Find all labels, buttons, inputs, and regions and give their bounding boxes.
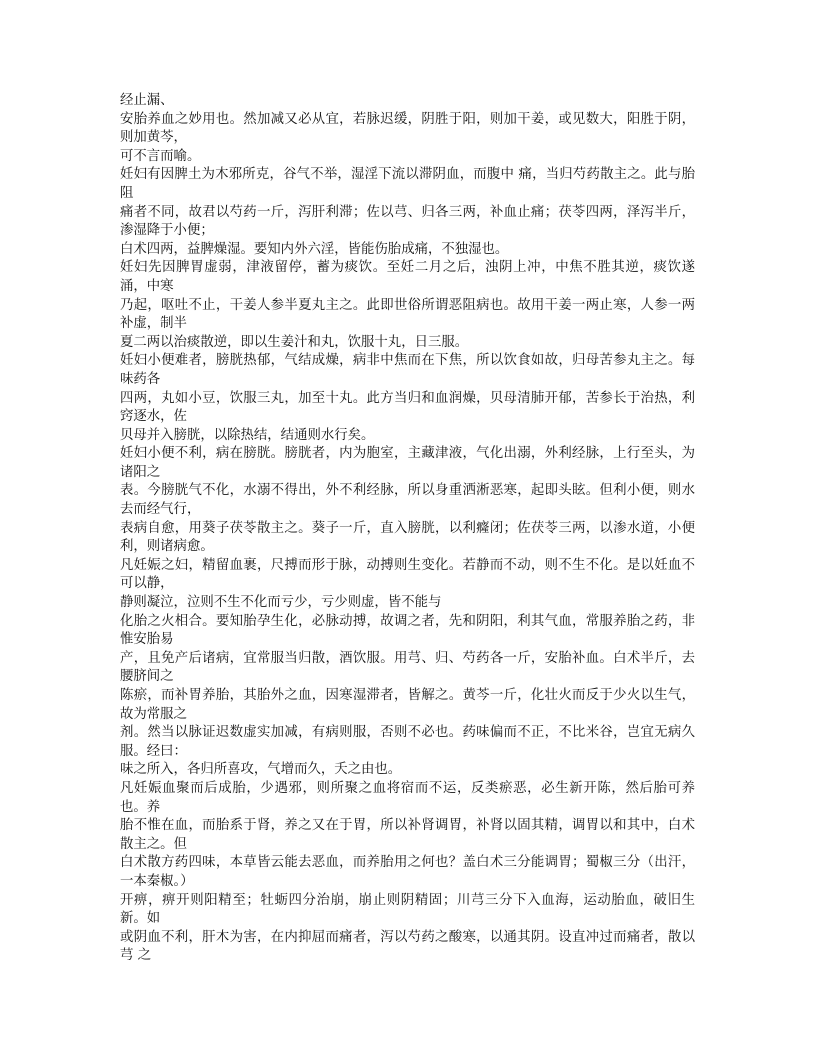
text-line: 表病自愈，用葵子茯苓散主之。葵子一斤，直入膀胱，以利癃闭；佐茯苓三两，以渗水道，小便利，则诸病愈。	[120, 520, 695, 555]
text-line: 凡妊娠血聚而后成胎，少遇邪，则所聚之血将宿而不运，反类瘀恶，必生新开陈，然后胎可养也。养	[120, 780, 695, 815]
text-line: 剂。然当以脉证迟数虚实加减，有病则服，否则不必也。药味偏而不正，不比米谷，岂宜无病久服。经曰：	[120, 725, 695, 759]
text-line: 妊妇先因脾胃虚弱，津液留停，蓄为痰饮。至妊二月之后，浊阴上冲，中焦不胜其逆，痰饮遂涌，中寒	[120, 260, 695, 294]
document-page	[120, 92, 695, 966]
text-line: 四两，丸如小豆，饮服三丸，加至十丸。此方当归和血润燥，贝母清肺开郁，苦参长于治热，利窍逐水，佐	[120, 390, 695, 425]
text-line: 白术散方药四味，本草皆云能去恶血，而养胎用之何也？盖白术三分能调胃；蜀椒三分（出汗，一本秦椒。）	[120, 855, 695, 889]
text-line: 白术四两，益脾燥湿。要知内外六淫，皆能伤胎成痛，不独湿也。	[120, 241, 509, 257]
text-line: 化胎之火相合。要知胎孕生化，必脉动搏，故调之者，先和阴阳，利其气血，常服养胎之药，非惟安胎易	[120, 613, 695, 648]
text-line: 贝母并入膀胱，以除热结，结通则水行矣。	[120, 427, 375, 443]
text-line: 痛者不同，故君以芍药一斤，泻肝利滞；佐以芎、归各三两，补血止痛；茯苓四两，泽泻半斤，渗湿降于小便；	[120, 204, 695, 239]
text-line: 产，且免产后诸病，宜常服当归散，酒饮服。用芎、归、芍药各一斤，安胎补血。白术半斤，去腰脐间之	[120, 650, 695, 685]
text-line: 胎不惟在血，而胎系于肾，养之又在于胃，所以补肾调胃，补肾以固其精，调胃以和其中，白术散主之。但	[120, 818, 695, 852]
text-line: 可不言而喻。	[120, 148, 201, 164]
text-line: 妊妇小便难者，膀胱热郁，气结成燥，病非中焦而在下焦，所以饮食如故，归母苦参丸主之。每味药各	[120, 353, 695, 387]
text-line: 静则凝泣，泣则不生不化而亏少，亏少则虚，皆不能与	[120, 595, 442, 611]
text-line: 安胎养血之妙用也。然加减又必从宜，若脉迟缓，阴胜于阳，则加干姜，或见数大，阳胜于阴，则加黄芩，	[120, 111, 695, 146]
text-line: 凡妊娠之妇，精留血裹，尺搏而形于脉，动搏则生变化。若静而不动，则不生不化。是以妊血不可以静，	[120, 557, 695, 592]
text-line: 经止漏、	[120, 93, 174, 108]
text-line: 表。今膀胱气不化，水溺不得出，外不利经脉，所以身重洒淅恶寒，起即头眩。但利小便，则水去而经气行，	[120, 483, 695, 518]
text-line: 开痹，痹开则阳精至；牡蛎四分治崩，崩止则阴精固；川芎三分下入血海，运动胎血，破旧生新。如	[120, 892, 695, 927]
text-line: 妊妇有因脾土为木邪所克，谷气不举，湿淫下流以滞阴血，而腹中 痛，当归芍药散主之。此与胎阻	[120, 167, 695, 201]
text-line: 妊妇小便不利，病在膀胱。膀胱者，内为胞室，主藏津液，气化出溺，外利经脉，上行至头，为诸阳之	[120, 446, 695, 480]
text-line: 或阴血不利，肝木为害，在内抑屈而痛者，泻以芍药之酸寒，以通其阴。设直冲过而痛者，散以芎 之	[120, 929, 695, 964]
text-line: 陈瘀，而补胃养胎，其胎外之血，因寒湿滞者，皆解之。黄芩一斤，化壮火而反于少火以生气，故为常服之	[120, 688, 695, 722]
text-line: 味之所入，各归所喜攻，气增而久，夭之由也。	[120, 762, 402, 778]
text-line: 夏二两以治痰散逆，即以生姜汁和丸，饮服十丸，日三服。	[120, 334, 469, 350]
text-line: 乃起，呕吐不止，干姜人参半夏丸主之。此即世俗所谓恶阻病也。故用干姜一两止寒，人参一两补虚，制半	[120, 297, 695, 332]
